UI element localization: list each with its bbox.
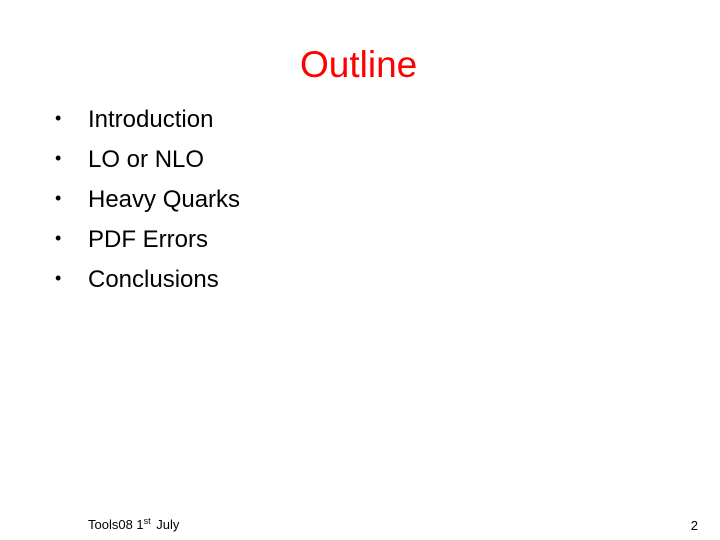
footer-event-date <box>88 516 179 534</box>
bullet-marker: • <box>55 148 62 168</box>
bullet-text: Heavy Quarks <box>88 186 241 213</box>
bullet-text: Introduction <box>88 106 214 133</box>
slide-title: Outline <box>300 44 418 85</box>
bullet-marker: • <box>55 188 62 208</box>
bullet-text: PDF Errors <box>88 226 208 253</box>
bullet-marker: • <box>55 268 62 288</box>
bullet-marker: • <box>55 228 62 248</box>
bullet-marker: • <box>55 108 62 128</box>
footer-month: July <box>152 517 180 532</box>
footer-ordinal: st <box>143 516 151 526</box>
bullet-text: Conclusions <box>88 266 219 293</box>
page-number: 2 <box>690 518 698 533</box>
footer-event: Tools08 1 <box>88 517 144 532</box>
bullet-text: LO or NLO <box>88 146 205 173</box>
